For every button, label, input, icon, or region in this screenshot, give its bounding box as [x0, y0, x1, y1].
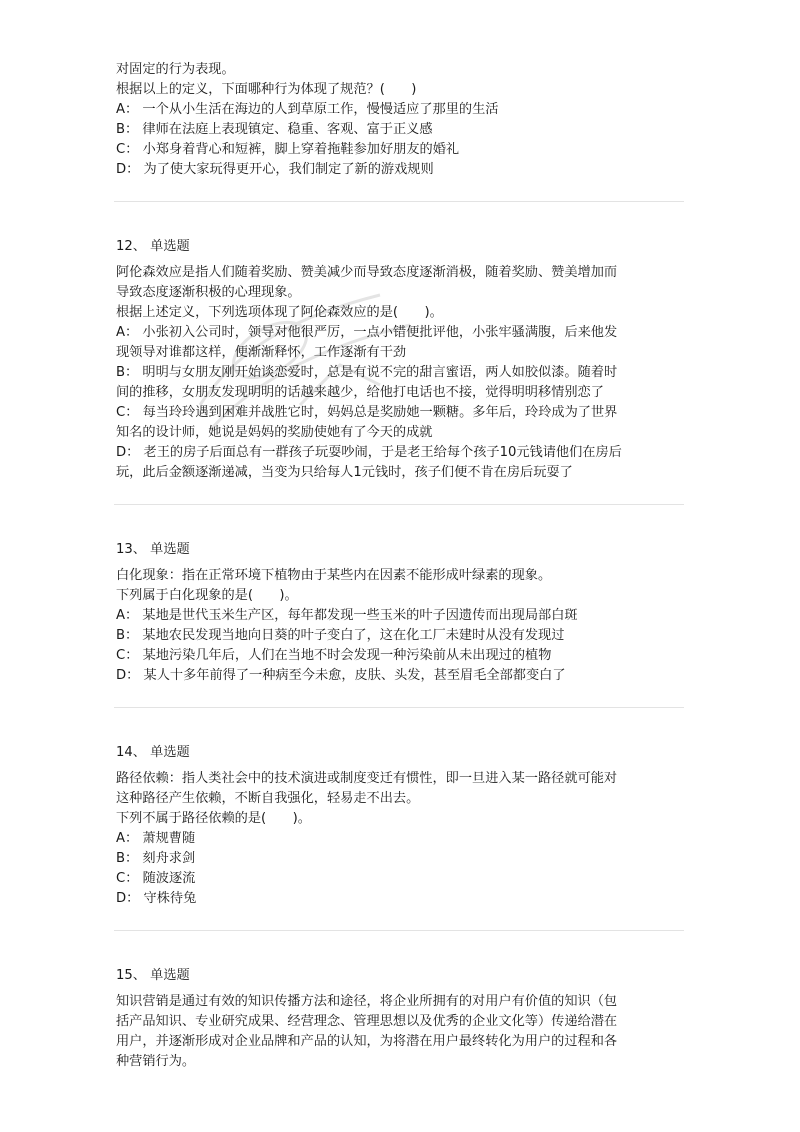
q13-stem-line: 白化现象：指在正常环境下植物由于某些内在因素不能形成叶绿素的现象。 [116, 568, 552, 583]
q12-option-a-cont: 现领导对谁都这样，便渐渐释怀，工作逐渐有干劲 [116, 345, 407, 360]
q12-stem-line: 导致态度逐渐积极的心理现象。 [116, 285, 301, 300]
divider [114, 504, 684, 505]
divider [114, 201, 684, 202]
divider [114, 930, 684, 931]
question-12 [116, 237, 686, 483]
q14-stem-line: 路径依赖：指人类社会中的技术演进或制度变迁有惯性，即一旦进入某一路径就可能对 [116, 771, 618, 786]
q11-option-b: B： 律师在法庭上表现镇定、稳重、客观、富于正义感 [116, 122, 433, 137]
q14-option-d: D： 守株待兔 [116, 891, 197, 906]
q14-option-a: A： 萧规曹随 [116, 831, 196, 846]
q12-prompt: 根据上述定义，下列选项体现了阿伦森效应的是( )。 [116, 305, 443, 320]
q12-option-d: D： 老王的房子后面总有一群孩子玩耍吵闹，于是老王给每个孩子10元钱请他们在房后 [116, 445, 622, 460]
question-14 [116, 743, 686, 909]
divider [114, 707, 684, 708]
q14-header: 14、 单选题 [116, 745, 190, 760]
q11-option-d: D： 为了使大家玩得更开心，我们制定了新的游戏规则 [116, 162, 434, 177]
question-13 [116, 540, 686, 686]
q13-option-c: C： 某地污染几年后，人们在当地不时会发现一种污染前从未出现过的植物 [116, 648, 552, 663]
q11-option-c: C： 小郑身着背心和短裤，脚上穿着拖鞋参加好朋友的婚礼 [116, 142, 460, 157]
q13-option-d: D： 某人十多年前得了一种病至今未愈，皮肤、头发，甚至眉毛全部都变白了 [116, 668, 566, 683]
q13-header: 13、 单选题 [116, 542, 190, 557]
q11-line: 对固定的行为表现。 [116, 62, 235, 77]
q12-header: 12、 单选题 [116, 239, 190, 254]
q12-option-c: C： 每当玲玲遇到困难并战胜它时，妈妈总是奖励她一颗糖。多年后，玲玲成为了世界 [116, 405, 618, 420]
q12-stem-line: 阿伦森效应是指人们随着奖励、赞美减少而导致态度逐渐消极，随着奖励、赞美增加而 [116, 265, 618, 280]
q12-option-d-cont: 玩，此后金额逐渐递减，当变为只给每人1元钱时，孩子们便不肯在房后玩耍了 [116, 465, 573, 480]
q14-prompt: 下列不属于路径依赖的是( )。 [116, 811, 311, 826]
q12-option-b: B： 明明与女朋友刚开始谈恋爱时，总是有说不完的甜言蜜语，两人如胶似漆。随着时 [116, 365, 618, 380]
q12-option-a: A： 小张初入公司时，领导对他很严厉，一点小错便批评他，小张牢骚满腹，后来他发 [116, 325, 618, 340]
q13-prompt: 下列属于白化现象的是( )。 [116, 588, 298, 603]
q15-stem-line: 种营销行为。 [116, 1054, 196, 1069]
q14-stem-line: 这种路径产生依赖，不断自我强化，轻易走不出去。 [116, 791, 420, 806]
q14-option-c: C： 随波逐流 [116, 871, 196, 886]
question-11-tail [116, 60, 686, 180]
q15-stem-line: 用户，并逐渐形成对企业品牌和产品的认知，为将潜在用户最终转化为用户的过程和各 [116, 1034, 618, 1049]
q13-option-a: A： 某地是世代玉米生产区，每年都发现一些玉米的叶子因遗传而出现局部白斑 [116, 608, 578, 623]
q15-stem-line: 括产品知识、专业研究成果、经营理念、管理思想以及优秀的企业文化等）传递给潜在 [116, 1014, 618, 1029]
q15-stem-line: 知识营销是通过有效的知识传播方法和途径，将企业所拥有的对用户有价值的知识（包 [116, 994, 618, 1009]
question-15 [116, 966, 686, 1072]
q12-option-c-cont: 知名的设计师，她说是妈妈的奖励使她有了今天的成就 [116, 425, 433, 440]
q12-option-b-cont: 间的推移，女朋友发现明明的话越来越少，给他打电话也不接，觉得明明移情别恋了 [116, 385, 604, 400]
questions-content [116, 60, 686, 1072]
q11-prompt: 根据以上的定义，下面哪种行为体现了规范？( ) [116, 82, 417, 97]
q14-option-b: B： 刻舟求剑 [116, 851, 196, 866]
q11-option-a: A： 一个从小生活在海边的人到草原工作，慢慢适应了那里的生活 [116, 102, 499, 117]
q13-option-b: B： 某地农民发现当地向日葵的叶子变白了，这在化工厂未建时从没有发现过 [116, 628, 565, 643]
q15-header: 15、 单选题 [116, 968, 190, 983]
